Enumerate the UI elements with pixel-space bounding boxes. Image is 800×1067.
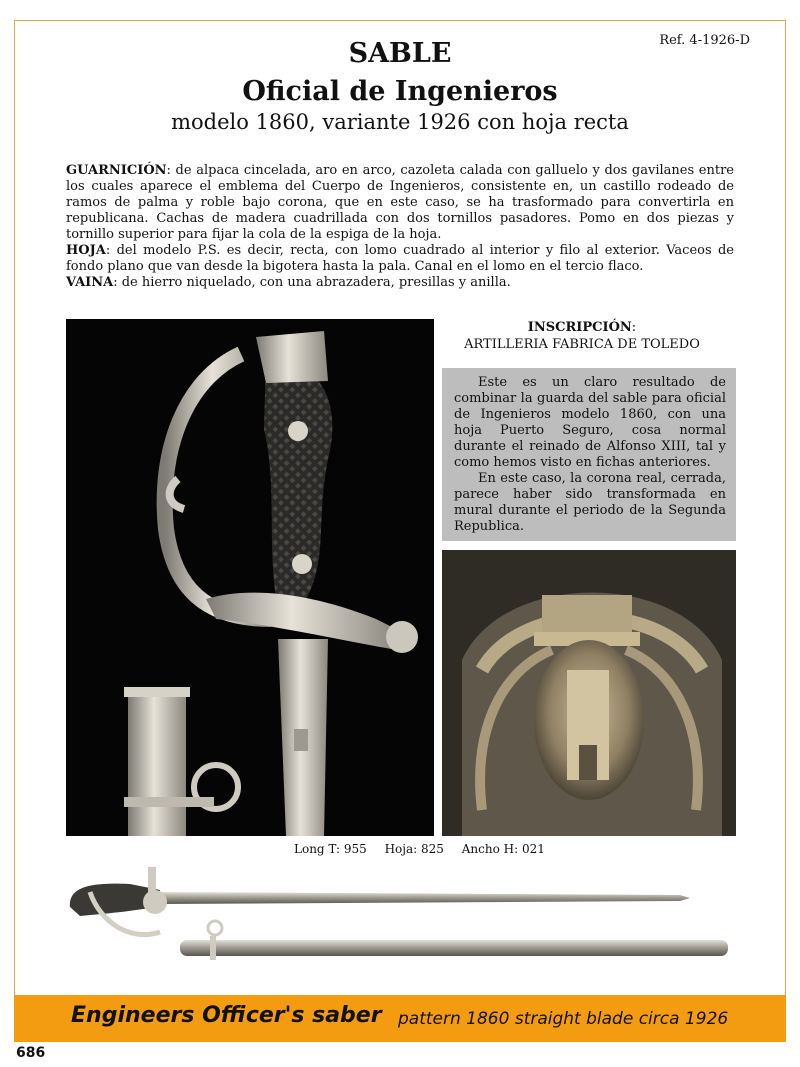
total-length: Long T: 955: [294, 842, 367, 856]
description-guarnicion: [66, 163, 734, 243]
banner-subtitle: pattern 1860 straight blade circa 1926: [398, 1009, 729, 1029]
page-number: 686: [16, 1045, 46, 1061]
emblem-illustration: [442, 550, 736, 836]
blade-length: Hoja: 825: [384, 842, 444, 856]
emblem-photo: [442, 550, 736, 836]
banner-title: Engineers Officer's saber: [71, 1003, 382, 1028]
commentary-paragraph: Este es un claro resultado de combinar la guarda del sable para oficial de Ingenieros modelo 1860, con una hoja Puerto Seguro, cosa normal durante el reinado de Alfonso XIII, tal y como hemos visto en fichas anteriores.: [454, 375, 726, 470]
measurements: [294, 842, 559, 856]
description-vaina: [66, 275, 734, 291]
hilt-illustration: [66, 319, 434, 836]
description-block: [66, 163, 734, 291]
full-saber-illustration: [60, 862, 740, 967]
hilt-photo: [66, 319, 434, 836]
page-title-line2: Oficial de Ingenieros: [242, 76, 558, 107]
description-label: VAINA: [66, 275, 114, 290]
description-text: : de alpaca cincelada, aro en arco, cazoleta calada con galluelo y dos gavilanes entre los cuales aparece el emblema del Cuerpo de Ingenieros, consistente en, un castillo rodeado de ramos de palma y roble bajo corona, que en este caso, se ha trasformado para convertirla en republicana. Cachas de madera cuadrillada con dos tornillos pasadores. Pomo en dos piezas y tornillo superior para fijar la cola de la espiga de la hoja.: [66, 163, 734, 242]
description-text: : del modelo P.S. es decir, recta, con lomo cuadrado al interior y filo al exterior. Vaceos de fondo plano que van desde la bigotera hasta la pala. Canal en el lomo en el tercio flaco.: [66, 243, 734, 274]
reference-number: Ref. 4-1926-D: [659, 33, 750, 48]
page-title: SABLE: [348, 38, 452, 69]
description-hoja: [66, 243, 734, 275]
description-label: HOJA: [66, 243, 106, 258]
inscription-label: [442, 320, 722, 335]
inscription-text: ARTILLERIA FABRICA DE TOLEDO: [464, 337, 700, 352]
description-label: GUARNICIÓN: [66, 163, 167, 178]
commentary-box: [442, 368, 736, 541]
inscription-label-text: INSCRIPCIÓN: [527, 320, 632, 335]
description-text: : de hierro niquelado, con una abrazadera, presillas y anilla.: [113, 275, 511, 290]
inscription-colon: :: [631, 320, 637, 335]
blade-width: Ancho H: 021: [461, 842, 545, 856]
page-subtitle: modelo 1860, variante 1926 con hoja recta: [171, 110, 629, 134]
commentary-paragraph: En este caso, la corona real, cerrada, parece haber sido transformada en mural durante el periodo de la Segunda Republica.: [454, 471, 726, 534]
